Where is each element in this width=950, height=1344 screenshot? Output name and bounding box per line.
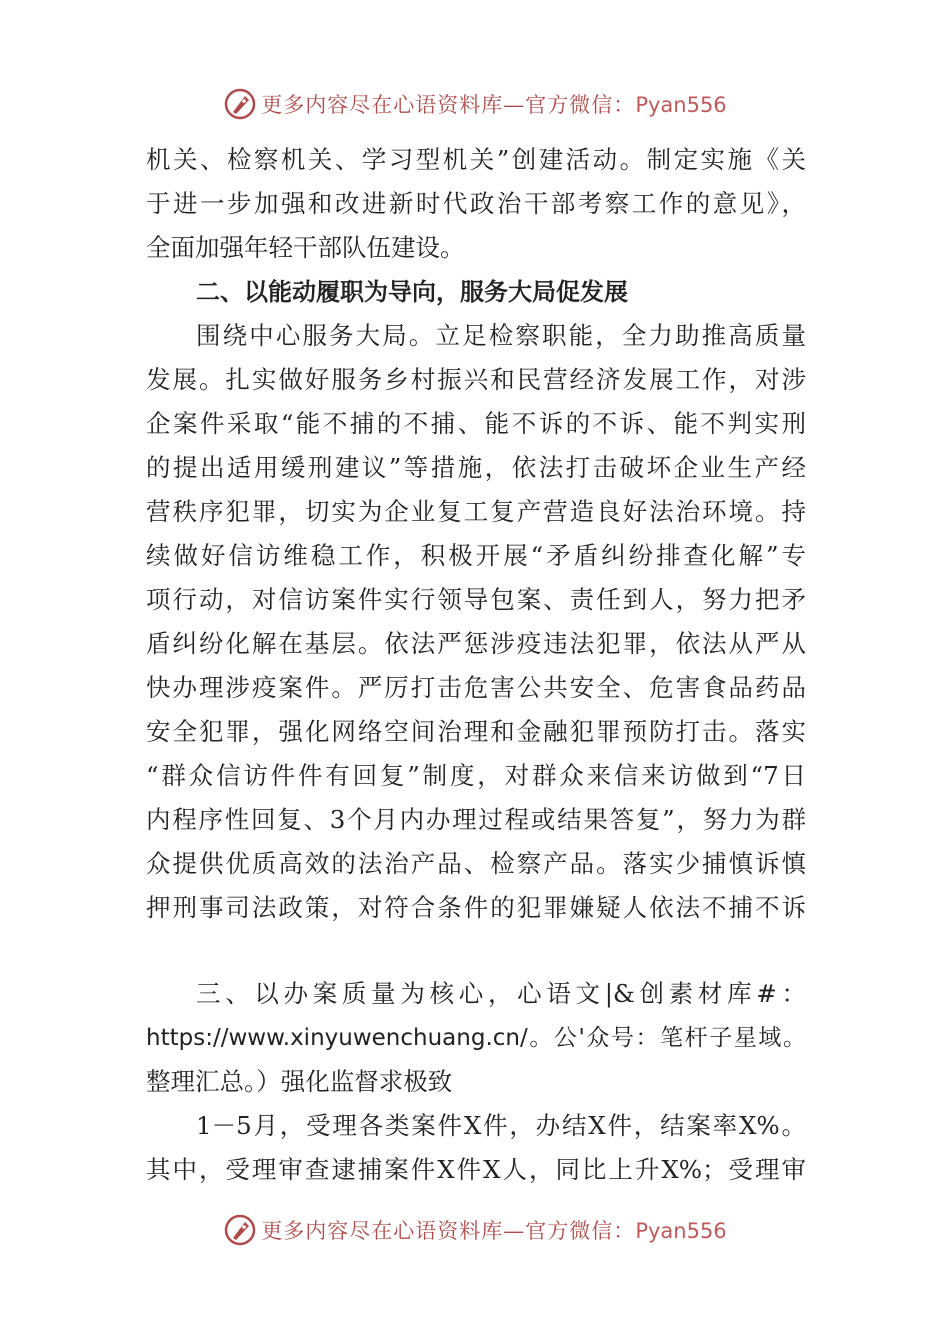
paragraph-line: 于进一步加强和改进新时代政治干部考察工作的意见》， <box>146 189 806 218</box>
paragraph-line: 其中，受理审查逮捕案件X件X人，同比上升X%；受理审 <box>146 1155 806 1184</box>
paragraph-line: 1－5月，受理各类案件X件，办结X件，结案率X%。 <box>196 1111 806 1140</box>
paragraph-gap <box>146 930 806 972</box>
pen-nib-circle-icon <box>223 87 257 121</box>
watermark-text: 更多内容尽在心语资料库—官方微信：Pyan556 <box>261 1219 727 1243</box>
paragraph-line: 全面加强年轻干部队伍建设。 <box>146 233 465 262</box>
heading-continuation: 整理汇总。）强化监督求极致 <box>146 1067 453 1096</box>
paragraph-line: 发展。扎实做好服务乡村振兴和民营经济发展工作，对涉 <box>146 365 806 394</box>
document-body <box>146 138 806 1192</box>
paragraph-line: 续做好信访维稳工作，积极开展“矛盾纠纷排查化解”专 <box>146 541 806 570</box>
watermark-text: 更多内容尽在心语资料库—官方微信：Pyan556 <box>261 93 727 117</box>
paragraph-line: 营秩序犯罪，切实为企业复工复产营造良好法治环境。持 <box>146 497 806 526</box>
heading-url-line: https://www.xinyuwenchuang.cn/。公'众号：笔杆子星域。 <box>146 1025 806 1051</box>
paragraph-line: 的提出适用缓刑建议”等措施，依法打击破坏企业生产经 <box>146 453 806 482</box>
watermark-account: Pyan556 <box>635 1219 727 1243</box>
paragraph-line: 快办理涉疫案件。严厉打击危害公共安全、危害食品药品 <box>146 673 806 702</box>
paragraph-line: 围绕中心服务大局。立足检察职能，全力助推高质量 <box>196 321 806 350</box>
paragraph-line: 安全犯罪，强化网络空间治理和金融犯罪预防打击。落实 <box>146 717 806 746</box>
paragraph-line: 盾纠纷化解在基层。依法严惩涉疫违法犯罪，依法从严从 <box>146 629 806 658</box>
paragraph-line: 内程序性回复、3个月内办理过程或结果答复”，努力为群 <box>146 805 806 834</box>
paragraph-line: 企案件采取“能不捕的不捕、能不诉的不诉、能不判实刑 <box>146 409 806 438</box>
header-watermark-banner <box>0 84 950 124</box>
section-heading-3: 三、以办案质量为核心，心语文|&创素材库#： <box>196 979 806 1008</box>
section-heading-2: 二、以能动履职为导向，服务大局促发展 <box>196 278 628 306</box>
paragraph-line: 众提供优质高效的法治产品、检察产品。落实少捕慎诉慎 <box>146 849 806 878</box>
paragraph-line: “群众信访件件有回复”制度，对群众来信来访做到“7日 <box>146 761 806 790</box>
watermark-account: Pyan556 <box>635 93 727 117</box>
footer-watermark-banner <box>0 1210 950 1250</box>
paragraph-line: 项行动，对信访案件实行领导包案、责任到人，努力把矛 <box>146 585 806 614</box>
paragraph-line: 押刑事司法政策，对符合条件的犯罪嫌疑人依法不捕不诉 <box>146 893 806 922</box>
paragraph-line: 机关、检察机关、学习型机关”创建活动。制定实施《关 <box>146 145 806 174</box>
pen-nib-circle-icon <box>223 1213 257 1247</box>
